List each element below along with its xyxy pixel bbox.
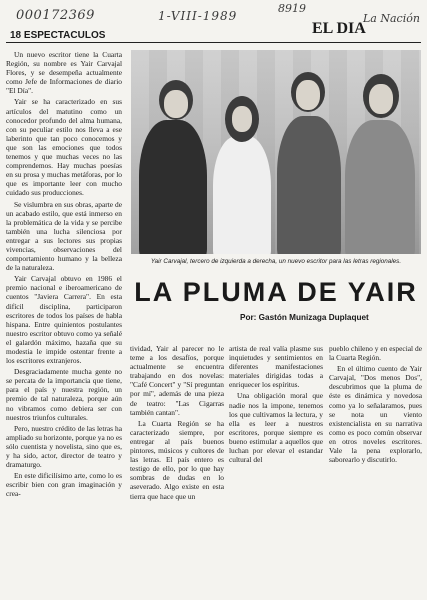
- photo-person: [277, 116, 341, 254]
- paragraph: Yair Carvajal obtuvo en 1986 el premio nacional e iberoamericano de cuentos "Javiera Carrera". En esta difícil disciplina, participaron escritores de todos los países de habla hispana. Entre quinientos postulantes nuestro escritor obtuvo como ya señalé el galardón máximo, hazaña que su modestia le impide ostentar frente a los escritores extranjeros.: [6, 274, 122, 366]
- paragraph: La Cuarta Región se ha caracterizado siempre, por entregar al país buenos pintores, músicos y cultores de las letras. El país entero es testigo de ello, por lo que hay sombras de dudas en lo aseverado. Algo existe en esta tierra que hace que un: [130, 418, 224, 501]
- paragraph: Una obligación moral que nadie nos la impone, tenemos los que cultivamos la lectura, y ella es leer a nuestros escritores, porque siempre es bueno estimular a aquellos que luchan por elevar el estandar cultural del: [229, 391, 323, 465]
- article-column-4: [329, 344, 422, 598]
- newspaper-name: EL DIA: [312, 20, 366, 37]
- paragraph: Desgraciadamente mucha gente no se percata de la importancia que tiene, para el país y nuestra región, un premio de tal naturaleza, porque aún no vibramos como debiera ser con nuestros triunfos culturales.: [6, 367, 122, 422]
- paragraph: En este dificilísimo arte, como lo es escribir bien con gran imaginación y crea-: [6, 471, 122, 499]
- photo-person: [213, 136, 271, 254]
- archive-code: 000172369: [16, 8, 95, 23]
- paragraph: pueblo chileno y en especial de la Cuarta Región.: [329, 344, 422, 363]
- photo-person-face: [164, 90, 188, 118]
- photo-caption: Yair Carvajal, tercero de izquierda a derecha, un nuevo escritor para las letras regionales.: [150, 258, 402, 265]
- photo-person: [345, 120, 415, 254]
- handwritten-page-number: 8919: [278, 2, 306, 15]
- photo-person-face: [296, 80, 320, 110]
- article-column-1: [6, 50, 122, 598]
- handwritten-source: La Nación: [363, 12, 420, 25]
- photo-person-face: [232, 106, 252, 132]
- paragraph: Un nuevo escritor tiene la Cuarta Región, su nombre es Yair Carvajal Flores, y se desempeña actualmente como Jefe de Informaciones de diario "El Día".: [6, 50, 122, 96]
- paragraph: artista de real valía plasme sus inquietudes y sentimientos en diferentes manifestaciones materiales dirigidas todas a enriquecer los espíritus.: [229, 344, 323, 390]
- article-column-2: [130, 344, 224, 598]
- article-headline: LA PLUMA DE YAIR: [134, 277, 418, 307]
- paragraph: tividad, Yair al parecer no le teme a los desafíos, porque actualmente se encuentra trabajando en dos novelas: "Café Concert" y "Sí preguntan por mí", además de una pieza de teatro: "Las Cigarras también cantan".: [130, 344, 224, 417]
- paragraph: En el último cuento de Yair Carvajal, "Dos menos Dos", descubrimos que la pluma de éste es dinámica y novedosa como ya lo señalaramos, pues se nota un viento existencialista en su narrativa como es poco común observar en otros noveles escritores. Vale la pena explorarlo, saborearlo y discutirlo.: [329, 364, 422, 465]
- section-label: 18 ESPECTACULOS: [10, 30, 106, 41]
- paragraph: Pero, nuestro crédito de las letras ha ampliado su horizonte, porque ya no es sólo cuentista y novelista, sino que es, y ha sido, actor, director de teatro y dramaturgo.: [6, 423, 122, 470]
- photo-person: [139, 120, 207, 254]
- article-photo: [131, 50, 421, 254]
- article-byline: Por: Gastón Munizaga Duplaquet: [240, 313, 369, 322]
- photo-person-face: [369, 84, 393, 114]
- handwritten-date: 1-VIII-1989: [158, 9, 238, 23]
- paragraph: Se vislumbra en sus obras, aparte de un acabado estilo, que está inmerso en la problemática de la vida y se percibe también una lucha silenciosa por entregar a sus lectores sus propias vivencias, observaciones del comportamiento humano y la belleza de la naturaleza.: [6, 199, 122, 273]
- article-column-3: [229, 344, 323, 598]
- paragraph: Yair se ha caracterizado en sus artículos del matutino como un conocedor profundo del alma humana, con su peculiar estilo nos lleva a ese laberinto que tan poco conocemos y que son las emociones que todos tenemos y que muchas veces no las comprendemos. Hay muchas poesías en su prosa y muchas metáforas, por lo que es importante leer con mucho cuidado sus producciones.: [6, 97, 122, 198]
